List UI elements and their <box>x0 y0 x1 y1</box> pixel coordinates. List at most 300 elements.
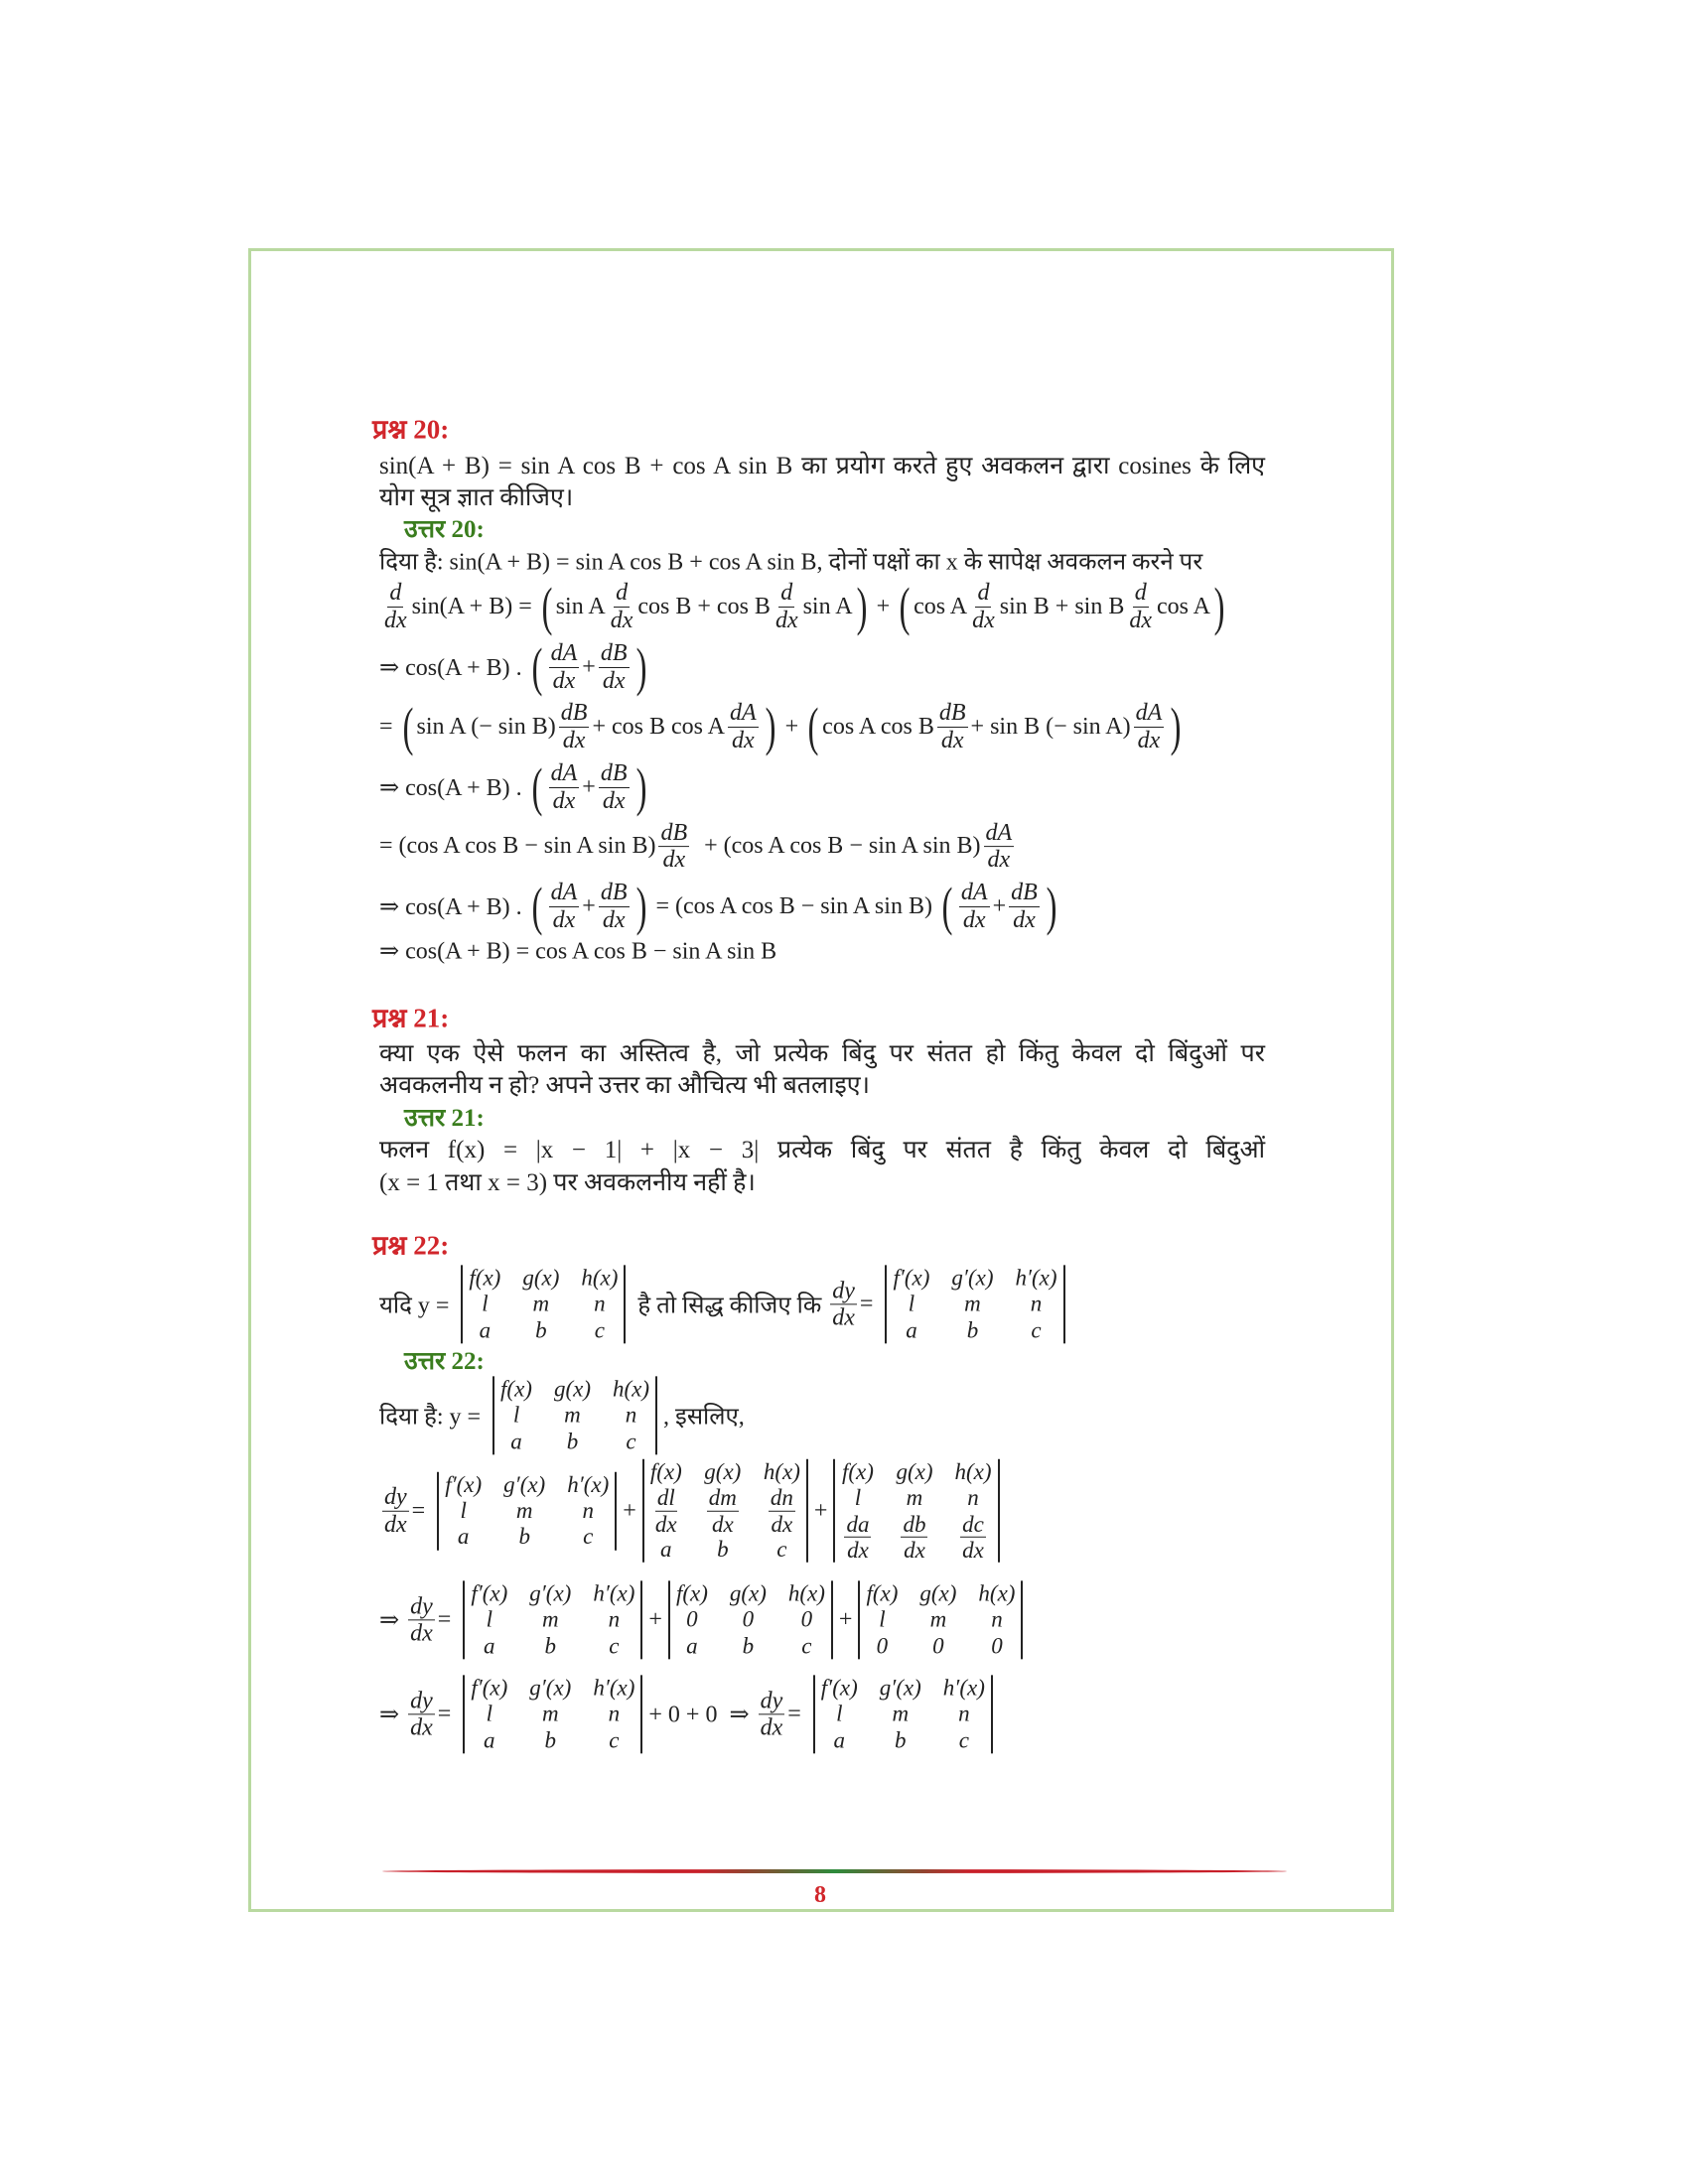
matrix-cell <box>482 1292 488 1317</box>
math-text: sin(A + B) = <box>411 593 538 619</box>
question-22-heading: प्रश्न 22: <box>372 1230 450 1261</box>
math-text: = (cos A cos B − sin A sin B) <box>379 833 656 860</box>
math-text: g(x) <box>553 1376 591 1402</box>
denominator: dx <box>771 1511 793 1537</box>
denominator: dx <box>552 667 576 694</box>
denominator: dx <box>384 1511 407 1538</box>
math-text: b <box>544 1633 557 1659</box>
right-paren: ) <box>856 577 867 636</box>
math-text: c <box>594 1317 605 1343</box>
math-text: l <box>460 1497 467 1523</box>
math-text: l <box>482 1291 489 1316</box>
matrix-cell <box>978 1580 1015 1606</box>
math-text: cos B + cos B <box>637 593 771 619</box>
math-text: f′(x) <box>820 1675 858 1701</box>
math-text: n <box>958 1701 970 1726</box>
denominator: dx <box>1129 607 1153 633</box>
matrix-cell <box>895 1727 907 1753</box>
math-text: sin A <box>802 593 853 619</box>
math-text: l <box>486 1606 492 1632</box>
matrix-cell <box>877 1633 889 1659</box>
matrix-cell <box>834 1727 846 1753</box>
numerator: dB <box>600 880 628 906</box>
matrix-cell <box>1031 1317 1041 1343</box>
fraction <box>1009 880 1040 933</box>
numerator: d <box>389 580 402 607</box>
math-text: n <box>594 1291 606 1316</box>
math-text: a <box>484 1727 495 1753</box>
answer-22-line <box>379 1675 999 1753</box>
denominator: dx <box>410 1714 433 1741</box>
matrix-cell <box>957 1512 989 1564</box>
denominator: dx <box>760 1714 783 1741</box>
math-text: c <box>776 1536 787 1562</box>
math-text: h′(x) <box>1015 1265 1057 1291</box>
numerator: d <box>780 580 793 607</box>
matrix-cell <box>943 1675 985 1701</box>
left-paren: ( <box>531 637 543 697</box>
matrix-cell <box>484 1633 495 1659</box>
right-paren: ) <box>1170 697 1182 756</box>
math-text: c <box>958 1727 969 1753</box>
fraction <box>759 1688 785 1741</box>
question-20-text: sin(A + B) = sin A cos B + cos A sin B का प्रयोग करते हुए अवकलन द्वारा cosines के लिए <box>379 453 1265 479</box>
matrix-cell <box>730 1580 767 1606</box>
numerator: d <box>616 580 629 607</box>
matrix-cell <box>880 1675 921 1701</box>
fraction <box>653 1485 679 1537</box>
math-text: h′(x) <box>593 1675 635 1701</box>
matrix-cell <box>609 1702 621 1727</box>
matrix-cell <box>717 1537 729 1563</box>
math-text: f(x) <box>866 1580 899 1606</box>
matrix-cell <box>593 1580 634 1606</box>
math-text: + <box>582 653 596 680</box>
math-text: दिया है: y = <box>379 1404 488 1431</box>
answer-20-line <box>379 577 1228 636</box>
matrix-cell <box>567 1429 579 1454</box>
matrix-cell <box>609 1607 621 1633</box>
matrix-cell <box>535 1317 547 1343</box>
numerator: dy <box>760 1688 783 1714</box>
matrix-cell <box>967 1317 979 1343</box>
denominator: dx <box>962 906 986 933</box>
determinant <box>492 1376 657 1454</box>
question-21-text: क्या एक ऐसे फलन का अस्तित्व है, जो प्रत्येक बिंदु पर संतत हो किंतु केवल दो बिंदुओं पर <box>379 1040 1265 1067</box>
numerator: d <box>977 580 990 607</box>
matrix-cell <box>626 1403 637 1429</box>
matrix-cell <box>542 1607 559 1633</box>
fraction <box>408 1593 435 1647</box>
math-text: n <box>608 1606 621 1632</box>
fraction <box>408 1688 435 1741</box>
matrix-cell <box>951 1265 993 1291</box>
math-text: g′(x) <box>879 1675 921 1701</box>
matrix-cell <box>967 1485 979 1511</box>
math-text: m <box>929 1606 947 1632</box>
fraction <box>382 1484 409 1538</box>
numerator: dA <box>550 640 578 667</box>
math-text: + <box>582 892 596 919</box>
fraction <box>728 700 759 753</box>
right-paren: ) <box>765 697 776 756</box>
determinant <box>463 1675 642 1753</box>
answer-20-line <box>379 877 1060 936</box>
math-text: f(x) <box>500 1376 532 1402</box>
matrix-cell <box>855 1485 861 1511</box>
numerator: da <box>846 1511 870 1537</box>
math-text: b <box>544 1727 557 1753</box>
numerator: dA <box>985 820 1013 847</box>
numerator: dA <box>550 760 578 787</box>
matrix-cell <box>776 1537 786 1563</box>
matrix-cell <box>516 1498 533 1524</box>
math-text: m <box>515 1497 533 1523</box>
math-text: sin A <box>555 593 606 619</box>
matrix-cell <box>500 1376 532 1402</box>
math-text: n <box>608 1701 621 1726</box>
numerator: dc <box>962 1511 984 1537</box>
math-text: + 0 + 0 ⇒ <box>648 1702 756 1728</box>
matrix-cell <box>842 1459 874 1485</box>
determinant <box>642 1459 808 1563</box>
math-text: = <box>437 1701 458 1727</box>
math-text: m <box>541 1701 559 1726</box>
matrix-cell <box>1015 1265 1056 1291</box>
math-text: ⇒ <box>379 1607 406 1634</box>
math-text: 0 <box>932 1633 944 1659</box>
matrix-cell <box>487 1607 492 1633</box>
matrix-cell <box>836 1702 842 1727</box>
math-text: h(x) <box>613 1376 650 1402</box>
numerator: dm <box>708 1485 737 1511</box>
answer-20-line <box>379 757 650 817</box>
math-text: f(x) <box>675 1580 708 1606</box>
question-22-line <box>379 1265 1071 1343</box>
question-21-text: अवकलनीय न हो? अपने उत्तर का औचित्य भी बतलाइए। <box>379 1072 871 1099</box>
determinant <box>858 1580 1023 1659</box>
math-text: f(x) <box>841 1458 874 1484</box>
denominator: dx <box>662 847 686 874</box>
math-text: 0 <box>800 1606 813 1632</box>
math-text: g(x) <box>522 1265 560 1291</box>
math-text: g(x) <box>729 1580 767 1606</box>
numerator: dy <box>410 1688 433 1714</box>
denominator: dx <box>602 906 626 933</box>
math-text: g′(x) <box>503 1471 546 1497</box>
matrix-cell <box>650 1485 682 1537</box>
numerator: dn <box>770 1485 793 1511</box>
fraction <box>599 640 630 694</box>
fraction <box>769 1485 795 1537</box>
matrix-cell <box>743 1633 755 1659</box>
math-text: + <box>838 1606 853 1633</box>
matrix-cell <box>510 1429 522 1454</box>
math-text: f′(x) <box>893 1265 930 1291</box>
matrix-cell <box>766 1485 798 1537</box>
determinant <box>463 1580 642 1659</box>
denominator: dx <box>832 1304 855 1331</box>
math-text: b <box>966 1317 979 1343</box>
denominator: dx <box>602 667 626 694</box>
fraction <box>599 880 630 933</box>
math-text: दिया है: sin(A + B) = sin A cos B + cos A sin B, दोनों पक्षों का x के सापेक्ष अवकलन करने पर <box>379 549 1203 576</box>
matrix-cell <box>484 1727 495 1753</box>
math-text: a <box>906 1317 917 1343</box>
math-text: h(x) <box>763 1458 800 1484</box>
math-text: ⇒ cos(A + B) . <box>379 654 528 681</box>
fraction <box>609 580 635 633</box>
math-text: b <box>717 1536 729 1562</box>
denominator: dx <box>774 607 798 633</box>
matrix-cell <box>545 1633 557 1659</box>
numerator: dB <box>660 820 688 847</box>
numerator: dB <box>600 640 628 667</box>
answer-20-line <box>379 637 650 697</box>
math-text: l <box>512 1402 520 1428</box>
denominator: dx <box>562 727 586 753</box>
math-text: b <box>895 1727 907 1753</box>
fraction <box>830 1278 857 1331</box>
fraction <box>984 820 1015 874</box>
math-text: l <box>908 1291 915 1316</box>
matrix-cell <box>609 1633 619 1659</box>
math-text: 0 <box>876 1633 889 1659</box>
right-paren: ) <box>635 877 646 936</box>
math-text: f′(x) <box>471 1675 508 1701</box>
math-text: + <box>778 713 805 740</box>
math-text: cos A cos B <box>822 713 934 740</box>
math-text: n <box>967 1485 979 1511</box>
numerator: d <box>1134 580 1147 607</box>
math-text: f′(x) <box>471 1580 508 1606</box>
matrix-cell <box>513 1403 519 1429</box>
numerator: dB <box>938 700 966 727</box>
matrix-cell <box>764 1459 800 1485</box>
matrix-cell <box>458 1524 470 1550</box>
matrix-cell <box>583 1524 593 1550</box>
matrix-cell <box>545 1727 557 1753</box>
matrix-cell <box>788 1580 825 1606</box>
matrix-cell <box>893 1265 929 1291</box>
matrix-cell <box>866 1580 898 1606</box>
math-text: m <box>906 1485 923 1511</box>
fraction <box>707 1485 739 1537</box>
matrix-cell <box>581 1265 618 1291</box>
math-text: m <box>564 1402 581 1428</box>
math-text: b <box>742 1633 755 1659</box>
math-text: a <box>686 1633 698 1659</box>
math-text: m <box>964 1291 981 1316</box>
numerator: dy <box>832 1278 855 1304</box>
fraction <box>960 1512 986 1564</box>
math-text: a <box>479 1317 492 1343</box>
matrix-cell <box>529 1675 571 1701</box>
math-text: है तो सिद्ध कीजिए कि <box>632 1293 828 1319</box>
matrix-cell <box>533 1292 550 1317</box>
matrix-cell <box>919 1580 956 1606</box>
matrix-cell <box>487 1702 492 1727</box>
determinant <box>437 1471 617 1550</box>
matrix-cell <box>959 1727 969 1753</box>
numerator: dy <box>410 1593 433 1620</box>
denominator: dx <box>384 607 407 633</box>
matrix-cell <box>522 1265 559 1291</box>
math-text: = <box>859 1291 880 1317</box>
right-paren: ) <box>635 757 646 817</box>
math-text: + (cos A cos B − sin A sin B) <box>692 833 981 860</box>
fraction <box>549 880 580 933</box>
denominator: dx <box>972 607 995 633</box>
math-text: a <box>510 1429 522 1454</box>
math-text: h(x) <box>978 1580 1016 1606</box>
math-text: + <box>582 773 596 800</box>
determinant <box>885 1265 1064 1343</box>
matrix-cell <box>801 1633 811 1659</box>
answer-21-heading: उत्तर 21: <box>404 1105 485 1132</box>
denominator: dx <box>552 906 576 933</box>
math-text: sin A (− sin B) <box>416 713 556 740</box>
math-text: h′(x) <box>942 1675 985 1701</box>
math-text: + <box>623 1497 636 1524</box>
math-text: = <box>787 1701 807 1727</box>
math-text: h(x) <box>787 1580 825 1606</box>
right-paren: ) <box>1046 877 1057 936</box>
question-21-heading: प्रश्न 21: <box>372 1003 450 1033</box>
denominator: dx <box>904 1537 925 1563</box>
determinant <box>668 1580 833 1659</box>
math-text: h(x) <box>581 1265 619 1291</box>
matrix-cell <box>518 1524 530 1550</box>
math-text: f(x) <box>469 1265 501 1291</box>
math-text: l <box>854 1485 862 1511</box>
math-text: 0 <box>991 1633 1003 1659</box>
fraction <box>1134 700 1165 753</box>
determinant <box>833 1459 999 1563</box>
left-paren: ( <box>899 577 911 636</box>
math-text: , इसलिए, <box>663 1404 745 1431</box>
matrix-cell <box>964 1292 981 1317</box>
left-paren: ( <box>531 757 543 817</box>
math-text: n <box>1030 1291 1043 1316</box>
math-text: ⇒ <box>379 1702 406 1728</box>
matrix-cell <box>676 1580 708 1606</box>
matrix-cell <box>896 1459 932 1485</box>
fraction <box>774 580 800 633</box>
math-text: = <box>411 1497 432 1524</box>
answer-20-line <box>379 697 1185 756</box>
matrix-cell <box>991 1633 1003 1659</box>
math-text: l <box>836 1701 843 1726</box>
math-text: l <box>879 1606 886 1632</box>
left-paren: ( <box>807 697 819 756</box>
math-text: n <box>582 1497 594 1523</box>
math-text: c <box>1031 1317 1042 1343</box>
numerator: dA <box>1135 700 1163 727</box>
math-text: c <box>801 1633 812 1659</box>
matrix-cell <box>480 1317 492 1343</box>
math-text: sin B + sin B <box>999 593 1125 619</box>
matrix-cell <box>594 1292 606 1317</box>
math-text: ⇒ cos(A + B) = cos A cos B − sin A sin B <box>379 938 777 965</box>
matrix-cell <box>906 1317 917 1343</box>
answer-22-line <box>379 1580 1029 1659</box>
denominator: dx <box>610 607 633 633</box>
math-text: a <box>833 1727 845 1753</box>
math-text: a <box>660 1536 672 1562</box>
math-text: + sin B (− sin A) <box>970 713 1131 740</box>
matrix-cell <box>471 1675 507 1701</box>
math-text: b <box>535 1317 547 1343</box>
denominator: dx <box>602 787 626 814</box>
fraction <box>382 580 409 633</box>
denominator: dx <box>1013 906 1036 933</box>
math-text: n <box>625 1402 637 1428</box>
matrix-cell <box>1031 1292 1043 1317</box>
answer-20-heading: उत्तर 20: <box>404 516 485 543</box>
math-text: m <box>892 1701 910 1726</box>
matrix-cell <box>879 1607 885 1633</box>
matrix-cell <box>660 1537 672 1563</box>
matrix-cell <box>469 1265 500 1291</box>
math-text: = <box>379 713 399 740</box>
matrix-cell <box>460 1498 466 1524</box>
math-text: cos A <box>1157 593 1211 619</box>
right-paren: ) <box>1213 577 1225 636</box>
math-text: g′(x) <box>951 1265 994 1291</box>
numerator: dA <box>550 880 578 906</box>
matrix-cell <box>821 1675 858 1701</box>
math-text: a <box>457 1524 470 1550</box>
math-text: ⇒ cos(A + B) . <box>379 774 528 801</box>
fraction <box>549 760 580 814</box>
matrix-cell <box>932 1633 944 1659</box>
matrix-cell <box>564 1403 581 1429</box>
numerator: dA <box>960 880 988 906</box>
matrix-cell <box>609 1727 619 1753</box>
question-20-text: योग सूत्र ज्ञात कीजिए। <box>379 484 574 511</box>
matrix-cell <box>930 1607 947 1633</box>
matrix-cell <box>567 1471 609 1497</box>
fraction <box>970 580 997 633</box>
answer-22-line <box>379 1376 745 1454</box>
matrix-cell <box>542 1702 559 1727</box>
math-text: + <box>813 1497 828 1524</box>
matrix-cell <box>593 1675 634 1701</box>
math-text: 0 <box>742 1606 755 1632</box>
math-text: m <box>532 1291 550 1316</box>
right-paren: ) <box>635 637 646 697</box>
matrix-cell <box>841 1512 874 1564</box>
math-text: c <box>583 1524 594 1550</box>
matrix-cell <box>958 1702 970 1727</box>
answer-22-line <box>379 1459 1006 1563</box>
answer-21-text: फलन f(x) = |x − 1| + |x − 3| प्रत्येक बिंदु पर संतत है किंतु केवल दो बिंदुओं <box>379 1137 1265 1163</box>
numerator: dl <box>656 1485 675 1511</box>
matrix-cell <box>445 1471 482 1497</box>
math-text: g(x) <box>704 1458 742 1484</box>
matrix-cell <box>626 1429 635 1454</box>
fraction <box>549 640 580 694</box>
footer-divider <box>382 1869 1287 1873</box>
matrix-cell <box>743 1607 755 1633</box>
math-text: f′(x) <box>445 1471 483 1497</box>
math-text: यदि y = <box>379 1293 456 1319</box>
fraction <box>599 760 630 814</box>
math-text: c <box>609 1633 620 1659</box>
math-text: m <box>541 1606 559 1632</box>
math-text: n <box>991 1606 1003 1632</box>
